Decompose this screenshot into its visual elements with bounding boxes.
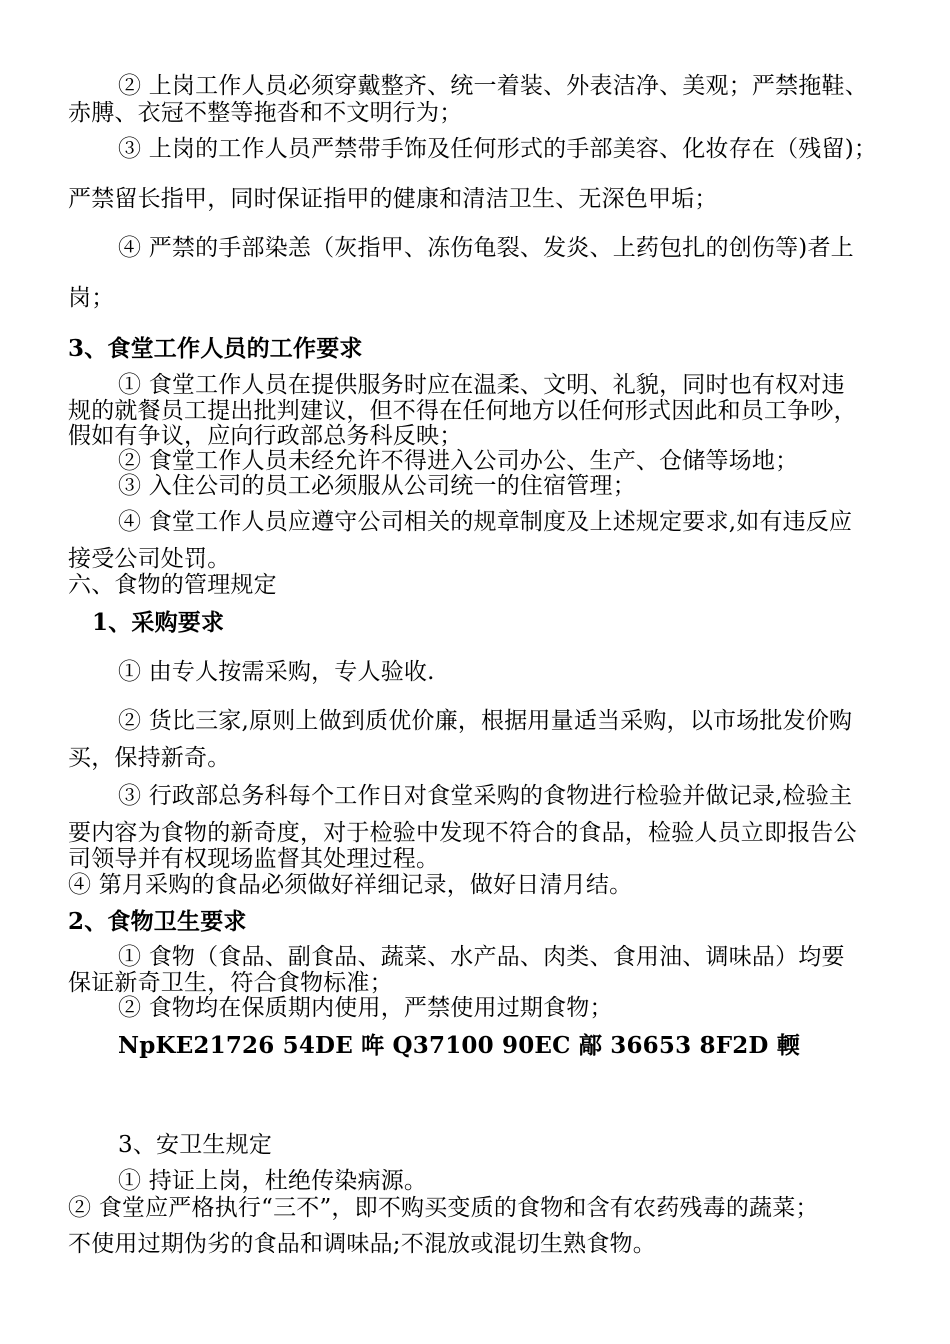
paragraph-line: 岗； [68, 285, 115, 311]
paragraph-line: ③ 行政部总务科每个工作日对食堂采购的食物进行检验并做记录,检验主 [118, 783, 853, 809]
paragraph-line: ① 由专人按需采购，专人验收. [118, 659, 435, 685]
paragraph-line: 不使用过期伪劣的食品和调味品;不混放或混切生熟食物。 [68, 1231, 656, 1257]
paragraph-line: ① 食物（食品、副食品、蔬菜、水产品、肉类、食用油、调味品）均要 [118, 944, 845, 970]
paragraph-line: 买，保持新奇。 [68, 745, 231, 771]
paragraph-line: 赤膊、衣冠不整等拖沓和不文明行为； [68, 100, 463, 126]
paragraph-line: ④ 第月采购的食品必须做好祥细记录，做好日清月结。 [68, 872, 633, 898]
paragraph-line: ② 上岗工作人员必须穿戴整齐、统一着装、外表洁净、美观；严禁拖鞋、 [118, 73, 868, 99]
paragraph-line: ④ 严禁的手部染恙（灰指甲、冻伤龟裂、发炎、上药包扎的创伤等)者上 [118, 235, 854, 261]
paragraph-line: ② 食堂工作人员未经允许不得进入公司办公、生产、仓储等场地； [118, 448, 799, 474]
paragraph-line: ② 食物均在保质期内使用，严禁使用过期食物； [118, 995, 613, 1021]
paragraph-line: ② 货比三家,原则上做到质优价廉，根据用量适当采购，以市场批发价购 [118, 708, 853, 734]
subsection-heading: 2、食物卫生要求 [68, 908, 247, 935]
subsection-heading: 1、采购要求 [92, 609, 225, 636]
paragraph-line: 规的就餐员工提出批判建议，但不得在任何地方以任何形式因此和员工争吵， [68, 398, 857, 424]
section-heading: 3、食堂工作人员的工作要求 [68, 335, 363, 362]
paragraph-line: ① 食堂工作人员在提供服务时应在温柔、文明、礼貌，同时也有权对违 [118, 372, 845, 398]
paragraph-line: ③ 上岗的工作人员严禁带手饰及任何形式的手部美容、化妆存在（残留)； [118, 136, 878, 162]
subsection-heading: 3、安卫生规定 [118, 1132, 273, 1158]
paragraph-line: 接受公司处罚。 [68, 546, 231, 572]
paragraph-line: 要内容为食物的新奇度，对于检验中发现不符合的食品，检验人员立即报告公 [68, 820, 857, 846]
paragraph-line: 保证新奇卫生，符合食物标准； [68, 970, 393, 996]
garbled-code-line: NpKE21726 54DE 哖 Q37100 90EC 鄗 36653 8F2D 輭 [118, 1032, 800, 1059]
paragraph-line: ② 食堂应严格执行“三不”，即不购买变质的食物和含有农药残毒的蔬菜； [68, 1195, 819, 1221]
section-heading: 六、食物的管理规定 [68, 572, 277, 598]
paragraph-line: 假如有争议，应向行政部总务科反映； [68, 423, 463, 449]
paragraph-line: 严禁留长指甲，同时保证指甲的健康和清洁卫生、无深色甲垢； [68, 186, 718, 212]
paragraph-line: 司领导并有权现场监督其处理过程。 [68, 846, 440, 872]
paragraph-line: ④ 食堂工作人员应遵守公司相关的规章制度及上述规定要求,如有违反应 [118, 509, 853, 535]
paragraph-line: ① 持证上岗，杜绝传染病源。 [118, 1168, 428, 1194]
paragraph-line: ③ 入住公司的员工必须服从公司统一的住宿管理； [118, 473, 636, 499]
